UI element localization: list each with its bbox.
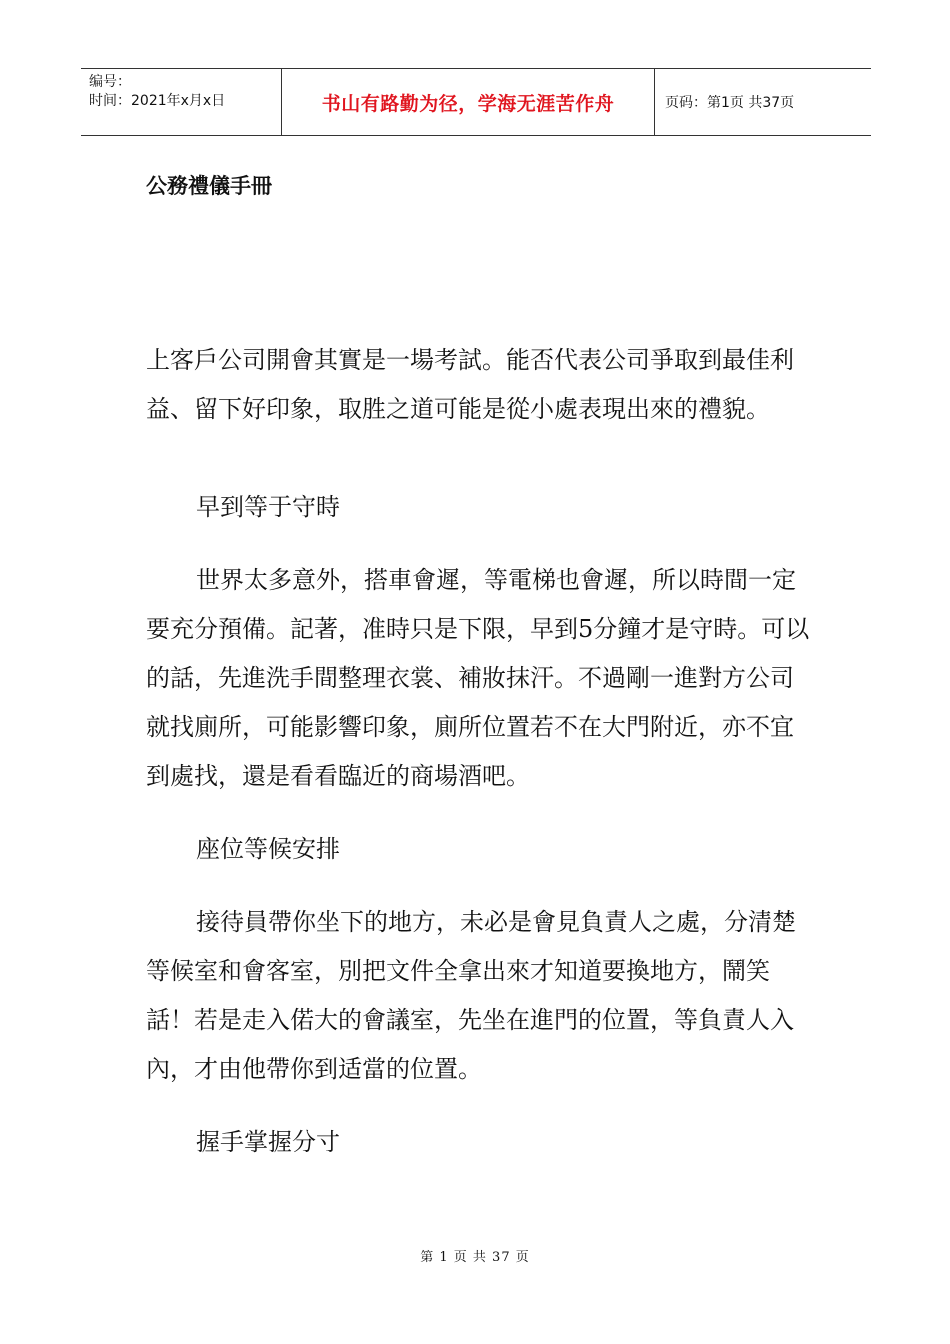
section-paragraph: 接待員帶你坐下的地方，未必是會見負責人之處，分清楚等候室和會客室，別把文件全拿出來才知道要換地方，鬧笑話！若是走入偌大的會議室，先坐在進門的位置，等負責人入內，才由他帶你到适當的位置。 [146,908,796,1083]
header-table [81,68,871,136]
section-heading: 座位等候安排 [196,835,340,863]
header-page-cell [655,69,871,135]
section-heading: 早到等于守時 [196,493,340,521]
header-motto-cell [282,69,655,135]
header-time-label: 时间：2021年x月x日 [89,93,226,109]
header-page-label: 页码：第1页 共37页 [665,95,795,111]
header-number-label: 编号： [89,74,131,90]
header-motto: 书山有路勤为径，学海无涯苦作舟 [321,92,615,115]
section-heading: 握手掌握分寸 [196,1128,340,1156]
page-footer: 第 1 页 共 37 页 [420,1250,530,1265]
document-body [146,336,811,1167]
document-title: 公務禮儀手冊 [146,174,272,198]
intro-paragraph: 上客戶公司開會其實是一場考試。能否代表公司爭取到最佳利益、留下好印象，取胜之道可能是從小處表現出來的禮貌。 [146,346,794,423]
header-info-cell [81,69,282,135]
section-paragraph: 世界太多意外，搭車會遲，等電梯也會遲，所以時間一定要充分預備。記著，准時只是下限，早到5分鐘才是守時。可以的話，先進洗手間整理衣裳、補妝抹汗。不過剛一進對方公司就找廁所，可能影響印象，廁所位置若不在大門附近，亦不宜到處找，還是看看臨近的商場酒吧。 [146,566,810,790]
